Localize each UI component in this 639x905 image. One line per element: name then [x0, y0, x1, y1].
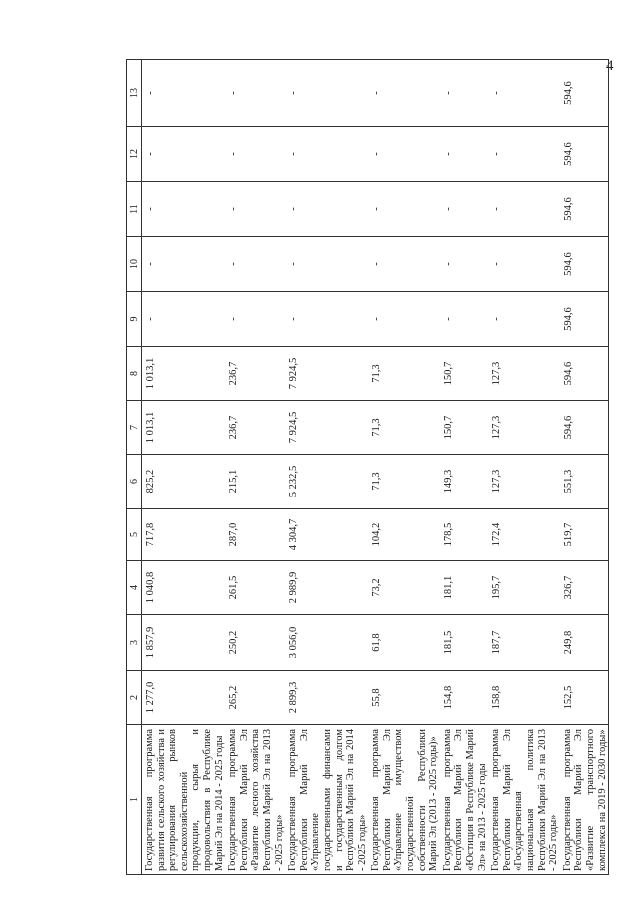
value-cell: 249,8	[560, 615, 609, 671]
value-cell: 55,8	[368, 671, 440, 725]
value-cell: 127,3	[488, 455, 560, 509]
value-cell: 154,8	[440, 671, 488, 725]
value-cell: 825,2	[142, 455, 226, 509]
value-cell: 187,7	[488, 615, 560, 671]
value-cell: -	[285, 292, 368, 347]
value-cell: -	[142, 182, 226, 237]
value-cell: 1 040,8	[142, 561, 226, 615]
table-row	[488, 60, 560, 875]
value-cell: -	[142, 237, 226, 292]
value-cell: 594,6	[560, 292, 609, 347]
value-cell: 181,1	[440, 561, 488, 615]
value-cell: 594,6	[560, 60, 609, 127]
value-cell: 1 013,1	[142, 401, 226, 455]
value-cell: 71,3	[368, 455, 440, 509]
col-header: 10	[127, 237, 142, 292]
value-cell: 150,7	[440, 401, 488, 455]
table-row	[368, 60, 440, 875]
value-cell: 172,4	[488, 509, 560, 561]
value-cell: 104,2	[368, 509, 440, 561]
value-cell: 149,3	[440, 455, 488, 509]
value-cell: -	[368, 182, 440, 237]
col-header: 6	[127, 455, 142, 509]
value-cell: 73,2	[368, 561, 440, 615]
value-cell: -	[440, 182, 488, 237]
value-cell: 519,7	[560, 509, 609, 561]
value-cell: 717,8	[142, 509, 226, 561]
value-cell: 4 304,7	[285, 509, 368, 561]
value-cell: -	[285, 60, 368, 127]
value-cell: -	[142, 60, 226, 127]
col-header: 4	[127, 561, 142, 615]
value-cell: -	[368, 237, 440, 292]
value-cell: -	[142, 292, 226, 347]
value-cell: 1 277,0	[142, 671, 226, 725]
value-cell: 236,7	[225, 347, 285, 401]
value-cell: -	[440, 127, 488, 182]
value-cell: 178,5	[440, 509, 488, 561]
program-name-cell: Государственная программа развития сельского хозяйства и регулирования рынков сельскохозяйственной продукции, сырья и продовольствия в Республике Марий Эл на 2014 - 2025 годы	[142, 725, 226, 875]
value-cell: -	[225, 237, 285, 292]
table-row	[142, 60, 226, 875]
table-row	[285, 60, 368, 875]
budget-table	[126, 59, 609, 875]
rotated-table-container	[126, 60, 608, 875]
value-cell: -	[142, 127, 226, 182]
value-cell: 195,7	[488, 561, 560, 615]
value-cell: 594,6	[560, 347, 609, 401]
value-cell: 1 857,9	[142, 615, 226, 671]
value-cell: 71,3	[368, 401, 440, 455]
value-cell: 594,6	[560, 237, 609, 292]
value-cell: 7 924,5	[285, 401, 368, 455]
value-cell: -	[488, 182, 560, 237]
value-cell: 594,6	[560, 401, 609, 455]
value-cell: 127,3	[488, 347, 560, 401]
col-header: 3	[127, 615, 142, 671]
value-cell: 5 232,5	[285, 455, 368, 509]
value-cell: -	[440, 60, 488, 127]
col-header: 12	[127, 127, 142, 182]
value-cell: -	[488, 60, 560, 127]
value-cell: 236,7	[225, 401, 285, 455]
col-header: 2	[127, 671, 142, 725]
value-cell: 7 924,5	[285, 347, 368, 401]
value-cell: -	[285, 182, 368, 237]
program-name-cell: Государственная программа Республики Марий Эл «Развитие лесного хозяйства Республики Марий Эл на 2013 - 2025 годы»	[225, 725, 285, 875]
page-number: 4	[606, 58, 614, 74]
col-header: 5	[127, 509, 142, 561]
value-cell: 265,2	[225, 671, 285, 725]
value-cell: 2 989,9	[285, 561, 368, 615]
program-name-cell: Государственная программа Республики Марий Эл «Управление государственными финансами и государственным долгом Республики Марий Эл на 2014 - 2025 годы»	[285, 725, 368, 875]
value-cell: 3 056,0	[285, 615, 368, 671]
value-cell: 594,6	[560, 182, 609, 237]
value-cell: -	[488, 127, 560, 182]
value-cell: -	[488, 292, 560, 347]
value-cell: -	[368, 292, 440, 347]
value-cell: -	[440, 237, 488, 292]
value-cell: 250,2	[225, 615, 285, 671]
value-cell: 215,1	[225, 455, 285, 509]
value-cell: 326,7	[560, 561, 609, 615]
value-cell: -	[225, 60, 285, 127]
col-header: 9	[127, 292, 142, 347]
program-name-cell: Государственная программа Республики Марий Эл «Государственная национальная политика Республики Марий Эл на 2013 - 2025 годы»	[488, 725, 560, 875]
table-row	[440, 60, 488, 875]
value-cell: 61,8	[368, 615, 440, 671]
value-cell: 71,3	[368, 347, 440, 401]
value-cell: 1 013,1	[142, 347, 226, 401]
value-cell: -	[368, 60, 440, 127]
col-header: 1	[127, 725, 142, 875]
value-cell: -	[225, 292, 285, 347]
table-row	[560, 60, 609, 875]
value-cell: -	[368, 127, 440, 182]
value-cell: 181,5	[440, 615, 488, 671]
value-cell: 150,7	[440, 347, 488, 401]
value-cell: -	[285, 237, 368, 292]
col-header: 13	[127, 60, 142, 127]
value-cell: -	[285, 127, 368, 182]
col-header: 11	[127, 182, 142, 237]
value-cell: 261,5	[225, 561, 285, 615]
header-row	[127, 60, 142, 875]
col-header: 7	[127, 401, 142, 455]
value-cell: 158,8	[488, 671, 560, 725]
value-cell: 127,3	[488, 401, 560, 455]
value-cell: 287,0	[225, 509, 285, 561]
value-cell: -	[440, 292, 488, 347]
program-name-cell: Государственная программа Республики Марий Эл «Юстиция в Республике Марий Эл» на 2013 - 2025 годы	[440, 725, 488, 875]
value-cell: 2 899,3	[285, 671, 368, 725]
value-cell: 152,5	[560, 671, 609, 725]
value-cell: -	[225, 182, 285, 237]
program-name-cell: Государственная программа Республики Марий Эл «Управление имуществом государственной собственности Республики Марий Эл (2013 - 2025 годы)»	[368, 725, 440, 875]
value-cell: -	[225, 127, 285, 182]
value-cell: 551,3	[560, 455, 609, 509]
value-cell: -	[488, 237, 560, 292]
col-header: 8	[127, 347, 142, 401]
value-cell: 594,6	[560, 127, 609, 182]
table-row	[225, 60, 285, 875]
program-name-cell: Государственная программа Республики Марий Эл «Развитие транспортного комплекса на 2019 - 2030 годы»	[560, 725, 609, 875]
